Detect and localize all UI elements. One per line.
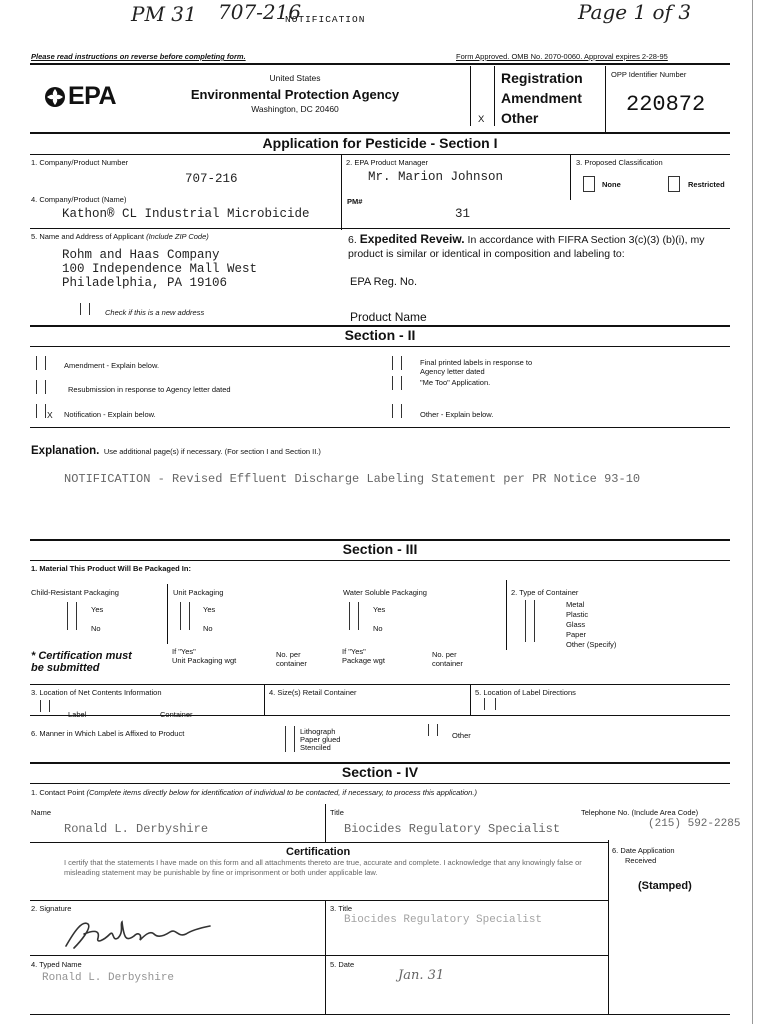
contact-title-label: Title bbox=[330, 808, 344, 817]
explanation-text[interactable]: NOTIFICATION - Revised Effluent Discharge Labeling Statement per PR Notice 93-10 bbox=[64, 472, 641, 486]
agency-letter-label: Agency letter dated bbox=[420, 367, 485, 376]
me-too-checkbox[interactable] bbox=[392, 376, 402, 390]
manner-lithograph: Lithograph bbox=[300, 727, 336, 736]
other-label: Other - Explain below. bbox=[420, 410, 494, 419]
product-name-label: Product Name bbox=[350, 310, 427, 324]
telephone-value[interactable]: (215) 592-2285 bbox=[648, 818, 741, 830]
signature-date[interactable]: Jan. 31 bbox=[398, 968, 445, 983]
resubmission-label: Resubmission in response to Agency letter dated bbox=[68, 385, 231, 394]
date-received-label: Received bbox=[625, 856, 657, 865]
retail-size-label: 4. Size(s) Retail Container bbox=[269, 688, 357, 697]
net-contents-option-container: Container bbox=[160, 710, 193, 719]
agency-line1: United States bbox=[269, 73, 321, 83]
contact-name[interactable]: Ronald L. Derbyshire bbox=[64, 822, 209, 836]
classification-restricted-checkbox[interactable] bbox=[668, 176, 680, 192]
container-types bbox=[566, 600, 616, 650]
notification-label: Notification - Explain below. bbox=[64, 410, 156, 419]
unit-wgt-label: If "Yes" Unit Packaging wgt bbox=[172, 647, 237, 665]
address-line: 100 Independence Mall West bbox=[62, 262, 258, 276]
container-type-glass: Glass bbox=[566, 620, 586, 629]
unit-no-per-label: No. per container bbox=[276, 650, 307, 668]
notification-checkbox[interactable] bbox=[36, 404, 46, 418]
handwritten-product-number: 707-216 bbox=[218, 0, 302, 24]
epa-flower-icon bbox=[44, 86, 66, 108]
container-type-other: Other (Specify) bbox=[566, 640, 617, 649]
option-registration[interactable]: Registration bbox=[501, 70, 583, 86]
f1-label: 1. Company/Product Number bbox=[31, 158, 129, 167]
signature-image bbox=[60, 912, 220, 954]
new-address-checkbox[interactable] bbox=[80, 303, 90, 315]
f4-label: 4. Company/Product (Name) bbox=[31, 195, 127, 204]
section3-title: Section - III bbox=[342, 541, 418, 557]
form-approved: Form Approved. OMB No. 2070-0060. Approval expires 2-28-95 bbox=[456, 52, 668, 61]
title-label: 3. Title bbox=[330, 904, 353, 913]
classification-restricted: Restricted bbox=[688, 180, 725, 189]
child-resistant-label: Child-Resistant Packaging bbox=[31, 588, 119, 597]
name-label: Name bbox=[31, 808, 52, 817]
f2-label: 2. EPA Product Manager bbox=[346, 158, 428, 167]
classification-none-checkbox[interactable] bbox=[583, 176, 595, 192]
net-contents-label: 3. Location of Net Contents Information bbox=[31, 688, 162, 697]
pm-label: PM# bbox=[347, 197, 363, 206]
amendment-label: Amendment - Explain below. bbox=[64, 361, 160, 370]
amendment-checkbox[interactable] bbox=[36, 356, 46, 370]
other-checkmark[interactable]: X bbox=[478, 114, 485, 125]
child-yes-no-checkbox[interactable] bbox=[67, 602, 77, 630]
date-label: 5. Date bbox=[330, 960, 355, 969]
water-yes: Yes bbox=[373, 605, 386, 614]
new-address-label: Check if this is a new address bbox=[105, 308, 205, 317]
container-type-plastic: Plastic bbox=[566, 610, 589, 619]
notification-stamp: NOTIFICATION bbox=[285, 14, 366, 25]
notification-checkmark: X bbox=[47, 410, 53, 420]
applicant-address[interactable] bbox=[62, 248, 257, 290]
f3-label: 3. Proposed Classification bbox=[576, 158, 663, 167]
final-labels-label: Final printed labels in response to bbox=[420, 358, 533, 367]
package-wgt-label: If "Yes" Package wgt bbox=[342, 647, 385, 665]
explanation-heading: Explanation. Use additional page(s) if necessary. (For section I and Section II.) bbox=[31, 445, 321, 457]
final-labels-checkbox[interactable] bbox=[392, 356, 402, 370]
water-soluble-label: Water Soluble Packaging bbox=[343, 588, 427, 597]
child-yes: Yes bbox=[91, 605, 104, 614]
water-no: No bbox=[373, 624, 383, 633]
container-type-checkboxes[interactable] bbox=[525, 600, 535, 642]
certification-note: * Certification must be submitted bbox=[31, 650, 132, 674]
packaging-question: 1. Material This Product Will Be Packaged In: bbox=[31, 564, 191, 573]
contact-point: 1. Contact Point (Complete items directly below for identification of individual to be contacted, if necessary, to process this application.) bbox=[31, 788, 477, 797]
option-other[interactable]: Other bbox=[501, 110, 539, 126]
date-application-label: 6. Date Application bbox=[612, 846, 675, 855]
water-yes-no-checkbox[interactable] bbox=[349, 602, 359, 630]
product-name[interactable]: Kathon® CL Industrial Microbicide bbox=[62, 207, 310, 221]
water-no-per-label: No. per container bbox=[432, 650, 463, 668]
certification-text: I certify that the statements I have made on this form and all attachments thereto are true, accurate and complete. I acknowledge that any knowingly false or misleading statement may be punishable by fine or imprisonment or both under applicable law. bbox=[64, 858, 582, 877]
epa-logo bbox=[44, 82, 116, 111]
child-no: No bbox=[91, 624, 101, 633]
unit-packaging-label: Unit Packaging bbox=[173, 588, 224, 597]
unit-no: No bbox=[203, 624, 213, 633]
reg-no-label: EPA Reg. No. bbox=[350, 276, 418, 288]
opp-number: 220872 bbox=[626, 92, 706, 117]
net-contents-option-label: Label bbox=[68, 710, 87, 719]
epa-logo-text: EPA bbox=[68, 82, 117, 110]
manner-affixed-label: 6. Manner in Which Label is Affixed to Product bbox=[31, 729, 185, 738]
telephone-label: Telephone No. (Include Area Code) bbox=[581, 808, 699, 817]
other-checkbox[interactable] bbox=[392, 404, 402, 418]
handwritten-pm: PM 31 bbox=[131, 2, 197, 26]
classification-none: None bbox=[602, 180, 621, 189]
section1-title: Application for Pesticide - Section I bbox=[262, 135, 498, 151]
net-contents-checkbox[interactable] bbox=[40, 700, 50, 712]
certification-title: Certification bbox=[286, 846, 351, 858]
label-directions-label: 5. Location of Label Directions bbox=[475, 688, 576, 697]
typed-name-label: 4. Typed Name bbox=[31, 960, 82, 969]
typed-name[interactable]: Ronald L. Derbyshire bbox=[42, 972, 175, 984]
address-line: Philadelphia, PA 19106 bbox=[62, 276, 228, 290]
manner-other-checkbox[interactable] bbox=[428, 724, 438, 736]
section4-title: Section - IV bbox=[341, 764, 419, 780]
manner-paper-glued: Paper glued bbox=[300, 735, 341, 744]
manner-stenciled: Stenciled bbox=[300, 743, 331, 752]
container-type-paper: Paper bbox=[566, 630, 587, 639]
section2-title: Section - II bbox=[344, 327, 416, 343]
f5-label: 5. Name and Address of Applicant (Include ZIP Code) bbox=[31, 232, 209, 241]
address-line: Rohm and Haas Company bbox=[62, 248, 220, 262]
pm-value[interactable]: 31 bbox=[455, 207, 471, 221]
agency-address: Washington, DC 20460 bbox=[251, 104, 339, 114]
unit-yes: Yes bbox=[203, 605, 216, 614]
me-too-label: "Me Too" Application. bbox=[420, 378, 491, 387]
opp-label: OPP Identifier Number bbox=[611, 70, 687, 79]
signature-label: 2. Signature bbox=[31, 904, 72, 913]
handwritten-page-label: Page 1 of 3 bbox=[578, 0, 692, 24]
manner-other-label: Other bbox=[452, 731, 471, 740]
manner-options bbox=[300, 728, 340, 752]
unit-yes-no-checkbox[interactable] bbox=[180, 602, 190, 630]
read-instructions: Please read instructions on reverse before completing form. bbox=[31, 52, 246, 61]
expedited-review: 6. Expedited Reveiw. In accordance with FIFRA Section 3(c)(3) (b)(i), my product is similar or identical in composition and labeling to: bbox=[348, 232, 705, 260]
container-type-label: 2. Type of Container bbox=[511, 588, 579, 597]
resubmission-checkbox[interactable] bbox=[36, 380, 46, 394]
option-amendment[interactable]: Amendment bbox=[501, 90, 582, 106]
contact-title[interactable]: Biocides Regulatory Specialist bbox=[344, 822, 561, 836]
agency-name: Environmental Protection Agency bbox=[190, 87, 400, 102]
container-type-metal: Metal bbox=[566, 600, 585, 609]
label-directions-checkbox[interactable] bbox=[484, 698, 496, 710]
signer-title[interactable]: Biocides Regulatory Specialist bbox=[344, 914, 543, 926]
product-manager[interactable]: Mr. Marion Johnson bbox=[368, 170, 504, 184]
stamped-label: (Stamped) bbox=[638, 880, 692, 892]
manner-checkboxes[interactable] bbox=[285, 726, 295, 752]
company-product-number[interactable]: 707-216 bbox=[185, 172, 238, 186]
